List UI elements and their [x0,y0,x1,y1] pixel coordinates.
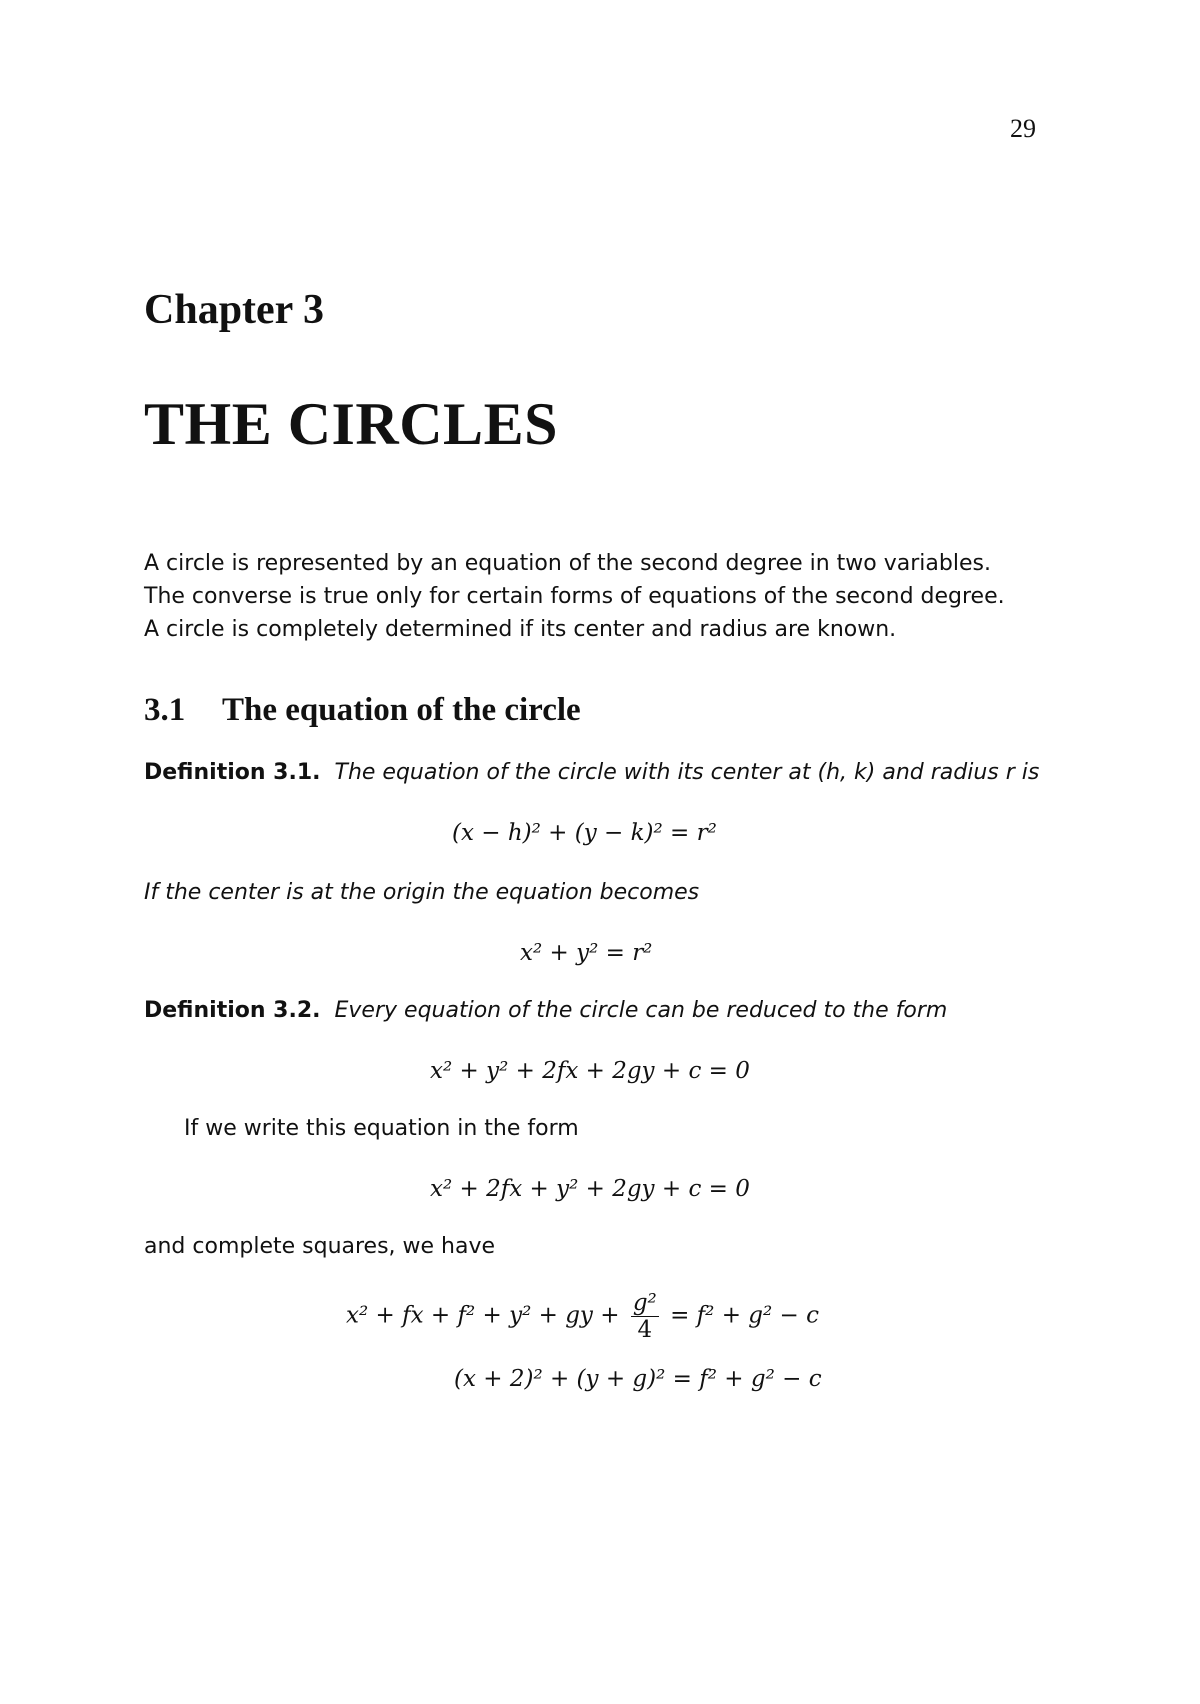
equation-rearranged: x² + 2fx + y² + 2gy + c = 0 [430,1176,750,1202]
page-number: 29 [1010,114,1036,143]
intro-line: A circle is represented by an equation of the second degree in two variables. [144,551,991,576]
section-title: The equation of the circle [222,692,581,728]
intro-line: The converse is true only for certain forms of equations of the second degree. [144,584,1005,609]
fraction-numerator: g² [632,1290,657,1316]
equation-circle-origin: x² + y² = r² [520,940,653,966]
fraction-denominator: 4 [637,1317,653,1343]
definition-label: Definition 3.1. [144,760,321,785]
section-number: 3.1 [144,692,186,728]
definition-text: The equation of the circle with its center at (h, k) and radius r is [334,760,1040,785]
definition-1 [144,760,1039,785]
equation-general-form: x² + y² + 2fx + 2gy + c = 0 [430,1058,750,1084]
origin-text: If the center is at the origin the equation becomes [144,880,700,905]
definition-label: Definition 3.2. [144,998,321,1023]
equation-complete-squares-2: (x + 2)² + (y + g)² = f² + g² − c [454,1366,822,1392]
equation-circle-general: (x − h)² + (y − k)² = r² [452,820,717,846]
body-paragraph: and complete squares, we have [144,1234,496,1259]
fraction [631,1290,659,1343]
definition-2 [144,998,947,1023]
equation-complete-squares-1 [346,1290,819,1343]
chapter-title: THE CIRCLES [144,391,558,457]
definition-text: Every equation of the circle can be reduced to the form [334,998,948,1023]
section-heading [144,692,581,729]
equation-right: = f² + g² − c [670,1302,820,1329]
intro-line: A circle is completely determined if its center and radius are known. [144,617,897,642]
equation-left: x² + fx + f² + y² + gy + [346,1302,620,1329]
body-paragraph: If we write this equation in the form [184,1116,579,1141]
intro-paragraph [144,547,1064,646]
chapter-label: Chapter 3 [144,287,325,333]
